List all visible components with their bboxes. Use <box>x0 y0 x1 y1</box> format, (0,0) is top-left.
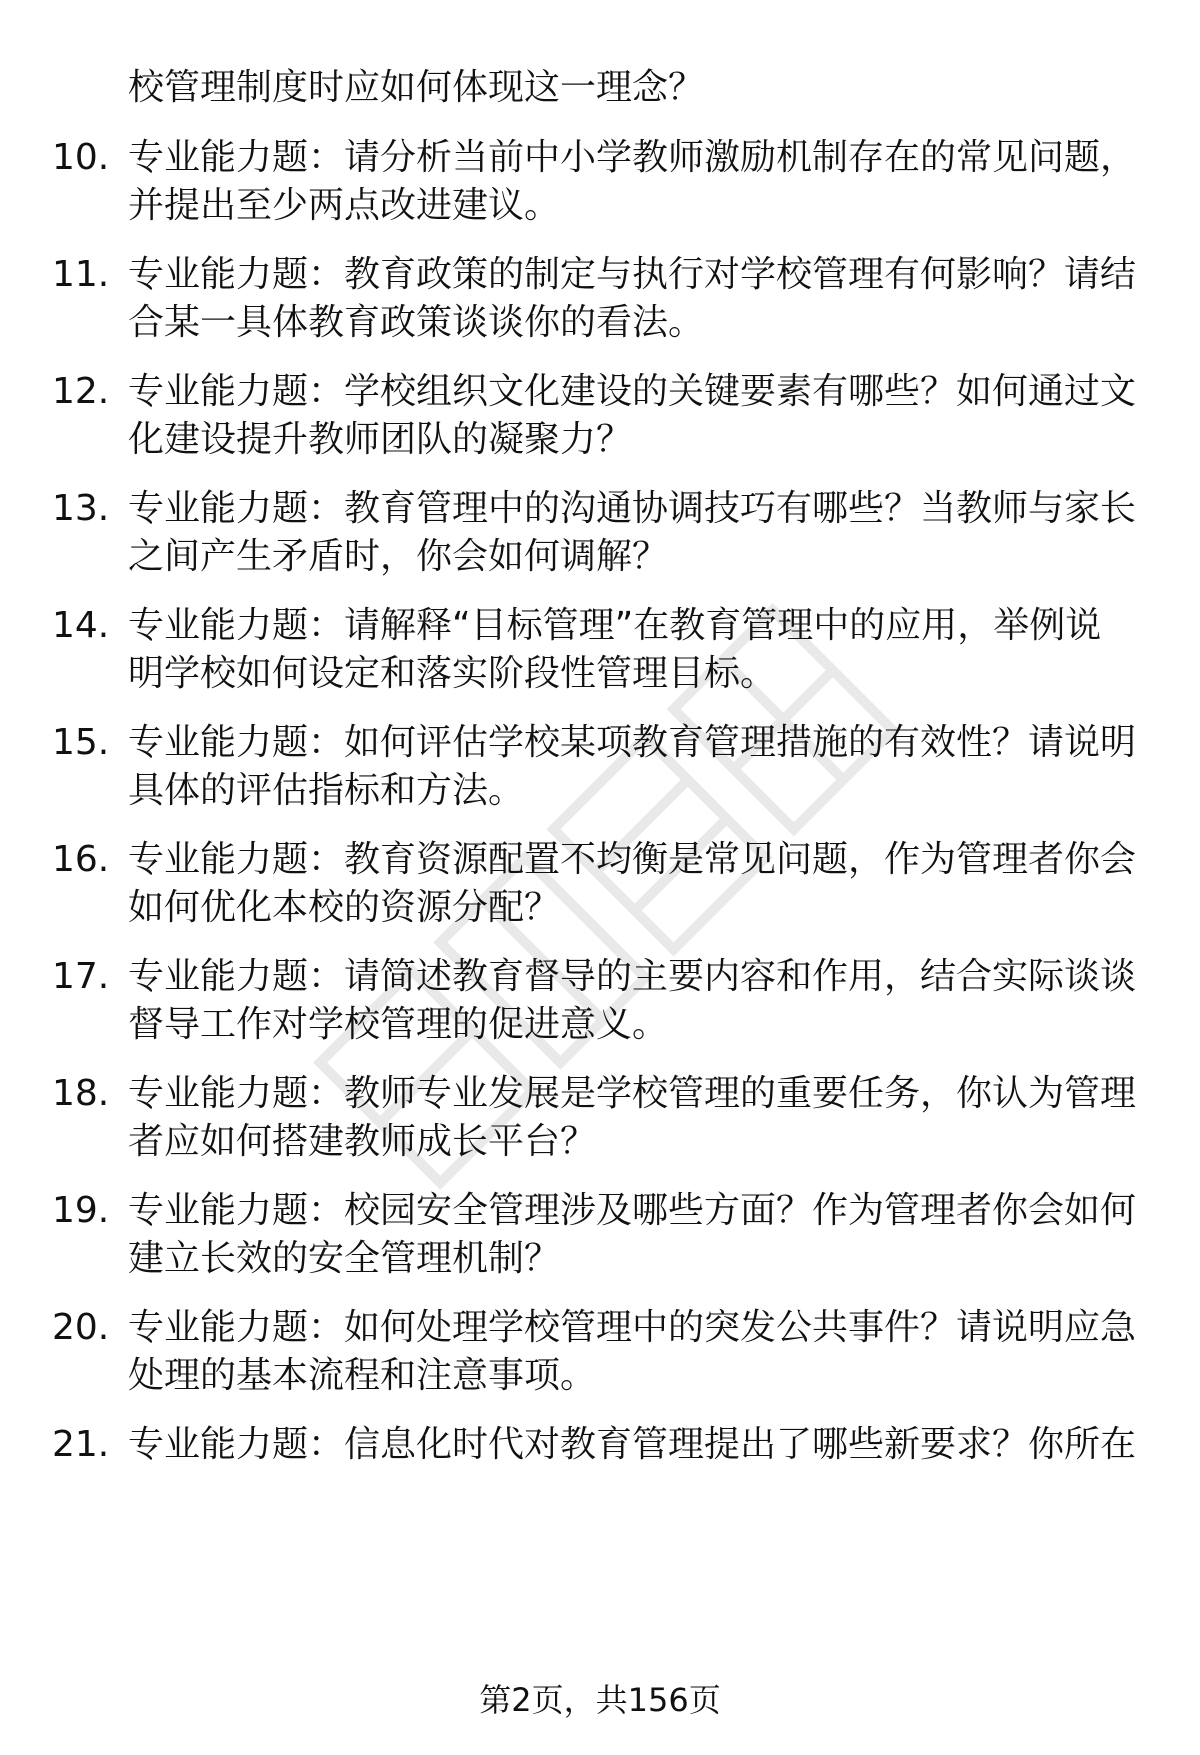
question-number: 11. <box>52 254 110 295</box>
question-text <box>128 1421 1138 1469</box>
question-number: 10. <box>52 137 110 178</box>
question-text-line: 处理的基本流程和注意事项。 <box>128 1355 597 1396</box>
question-number: 15. <box>52 722 110 763</box>
question-text <box>128 836 1138 932</box>
question-text-line: 专业能力题：请简述教育督导的主要内容和作用，结合实际谈谈 <box>128 956 1137 997</box>
question-number: 21. <box>52 1424 110 1465</box>
question-text <box>128 368 1138 464</box>
question-text-line: 专业能力题：教育管理中的沟通协调技巧有哪些？当教师与家长 <box>128 488 1137 529</box>
question-number: 17. <box>52 956 110 997</box>
question-text-line: 专业能力题：教育政策的制定与执行对学校管理有何影响？请结 <box>128 254 1137 295</box>
page-footer: 第2页，共156页 <box>479 1681 721 1719</box>
question-number: 20. <box>52 1307 110 1348</box>
question-text <box>128 134 1138 230</box>
question-text-line: 专业能力题：校园安全管理涉及哪些方面？作为管理者你会如何 <box>128 1190 1137 1231</box>
question-number: 14. <box>52 605 110 646</box>
question-number: 19. <box>52 1190 110 1231</box>
question-text-line: 之间产生矛盾时，你会如何调解？ <box>128 536 669 577</box>
question-text-line: 督导工作对学校管理的促进意义。 <box>128 1004 669 1045</box>
question-text-line: 专业能力题：教师专业发展是学校管理的重要任务，你认为管理 <box>128 1073 1137 1114</box>
question-text-line: 专业能力题：如何评估学校某项教育管理措施的有效性？请说明 <box>128 722 1137 763</box>
question-text <box>128 953 1138 1049</box>
question-text-line: 并提出至少两点改进建议。 <box>128 185 561 226</box>
question-text <box>128 1070 1138 1166</box>
question-text <box>128 719 1138 815</box>
question-text-line: 建立长效的安全管理机制？ <box>128 1238 561 1279</box>
question-text-line: 专业能力题：如何处理学校管理中的突发公共事件？请说明应急 <box>128 1307 1137 1348</box>
question-text-line: 专业能力题：学校组织文化建设的关键要素有哪些？如何通过文 <box>128 371 1137 412</box>
question-text-line: 专业能力题：教育资源配置不均衡是常见问题，作为管理者你会 <box>128 839 1137 880</box>
question-text <box>128 1304 1138 1400</box>
question-text-line: 具体的评估指标和方法。 <box>128 770 525 811</box>
question-text <box>128 251 1138 347</box>
question-number: 18. <box>52 1073 110 1114</box>
question-text <box>128 602 1138 698</box>
question-text <box>128 1187 1138 1283</box>
question-text-line: 专业能力题：信息化时代对教育管理提出了哪些新要求？你所在 <box>128 1424 1137 1465</box>
question-text <box>128 485 1138 581</box>
question-text-line: 如何优化本校的资源分配？ <box>128 887 561 928</box>
question-number: 16. <box>52 839 110 880</box>
question-text-line: 化建设提升教师团队的凝聚力？ <box>128 419 633 460</box>
question-number: 13. <box>52 488 110 529</box>
question-text-line: 者应如何搭建教师成长平台？ <box>128 1121 597 1162</box>
continued-question-line: 校管理制度时应如何体现这一理念？ <box>128 67 705 108</box>
question-text-line: 专业能力题：请分析当前中小学教师激励机制存在的常见问题， <box>128 137 1137 178</box>
question-text-line: 专业能力题：请解释“目标管理”在教育管理中的应用，举例说 <box>128 605 1102 646</box>
question-number: 12. <box>52 371 110 412</box>
question-text-line: 合某一具体教育政策谈谈你的看法。 <box>128 302 705 343</box>
question-text-line: 明学校如何设定和落实阶段性管理目标。 <box>128 653 777 694</box>
